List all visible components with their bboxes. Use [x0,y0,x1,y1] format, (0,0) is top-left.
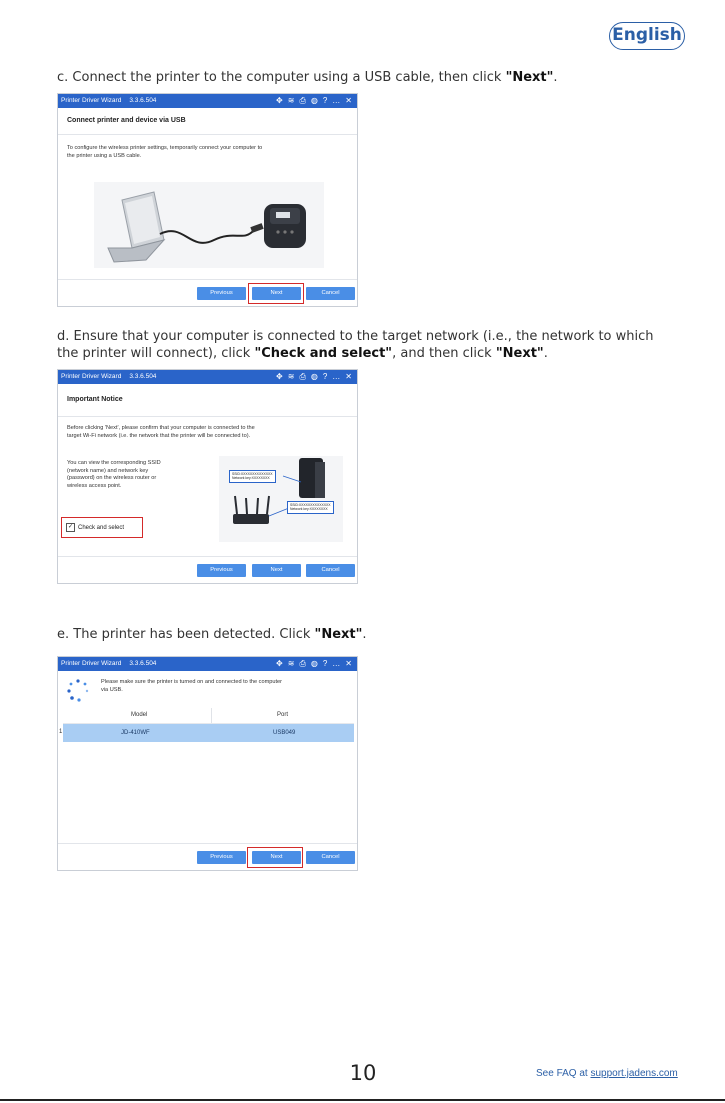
column-header-port: Port [277,712,289,718]
step-e-bold: "Next" [314,627,363,642]
row-port[interactable]: USB049 [273,730,296,736]
move-icon[interactable]: ✥ [276,96,283,105]
previous-button[interactable]: Previous [197,564,246,577]
step-d-instruction-line2 [57,345,548,363]
wizard-footer [58,279,357,306]
next-button[interactable]: Next [252,851,301,864]
step-d-middle: , and then click [392,346,496,361]
minimize-icon[interactable]: … [332,659,341,668]
layers-icon[interactable]: ≋ [287,659,295,668]
cancel-button[interactable]: Cancel [306,851,355,864]
title-bar [58,657,357,671]
minimize-icon[interactable]: … [332,372,341,381]
bottom-rule [0,1099,725,1101]
ssid-label-router-ssid: SSID:XXXXXXXXXXXXXX [290,503,331,507]
printer-icon[interactable]: ⎙ [299,96,306,105]
faq-note [536,1068,678,1079]
next-button[interactable]: Next [252,564,301,577]
step-c-instruction [57,69,558,87]
window-version: 3.3.6.504 [129,373,157,380]
layers-icon[interactable]: ≋ [287,372,295,381]
previous-button[interactable]: Previous [197,287,246,300]
info-line-4: wireless access point. [67,482,122,489]
printer-icon[interactable]: ⎙ [299,659,306,668]
connection-notice [92,679,291,694]
wizard-footer [58,556,357,583]
title-bar [58,370,357,384]
checkbox-highlight-box [61,517,143,538]
close-icon[interactable]: ✕ [345,96,352,105]
usb-connection-illustration [94,182,324,268]
screen-description [58,145,357,160]
checkbox-label: Check and select [78,524,125,531]
layers-icon[interactable]: ≋ [287,96,295,105]
step-c-end: . [553,70,558,85]
globe-icon[interactable]: ◍ [310,659,318,668]
ssid-label-router-key: Network key:XXXXXXXX [290,507,328,512]
window-title: Printer Driver Wizard [61,97,122,104]
table-row[interactable] [63,724,354,742]
window-version: 3.3.6.504 [129,660,157,667]
step-c-bold: "Next" [505,70,554,85]
column-header-model: Model [131,712,148,718]
close-icon[interactable]: ✕ [345,659,352,668]
window-title: Printer Driver Wizard [61,373,122,380]
move-icon[interactable]: ✥ [276,372,283,381]
screen-description [58,425,357,440]
next-highlight-box [248,283,304,304]
router-illustration [219,456,343,542]
notice-line-2: via USB. [101,686,123,693]
row-model[interactable]: JD-410WF [121,730,150,736]
loading-spinner-icon [65,677,91,703]
step-e-instruction [57,626,367,644]
faq-prefix: See FAQ at [536,1068,591,1079]
row-index: 1 [59,729,63,735]
screen-heading: Important Notice [58,384,357,417]
language-badge[interactable]: English [609,22,685,50]
printer-table-header [63,708,354,724]
wizard-window-detected [57,656,358,871]
step-d-text: the printer will connect), click [57,346,255,361]
next-highlight-box [247,847,303,868]
step-d-bold-next: "Next" [495,346,544,361]
window-version: 3.3.6.504 [129,97,157,104]
help-icon[interactable]: ? [322,372,328,381]
help-icon[interactable]: ? [322,659,328,668]
step-d-end: . [543,346,548,361]
info-line-1: You can view the corresponding SSID [67,460,161,466]
title-bar [58,94,357,108]
screen-heading: Connect printer and device via USB [58,108,357,135]
ssid-info-text [58,460,170,490]
checkbox-checked-icon[interactable]: ✓ [67,524,74,530]
window-title: Printer Driver Wizard [61,660,122,667]
step-d-bold-check: "Check and select" [254,346,393,361]
close-icon[interactable]: ✕ [345,372,352,381]
ssid-label-printer-key: Network key:XXXXXXXX [232,476,270,481]
info-line-3: (password) on the wireless router or [67,475,157,481]
desc-line-1: To configure the wireless printer settings, temporarily connect your computer to [67,145,263,151]
next-button[interactable]: Next [252,287,301,300]
minimize-icon[interactable]: … [332,96,341,105]
desc-line-2: target Wi-Fi network (i.e. the network that the printer will be connected to). [67,432,251,439]
globe-icon[interactable]: ◍ [310,96,318,105]
wizard-footer [58,843,357,870]
desc-line-2: the printer using a USB cable. [67,152,142,159]
wizard-window-usb [57,93,358,307]
info-line-2: (network name) and network key [67,467,149,474]
printer-icon[interactable]: ⎙ [299,372,306,381]
cancel-button[interactable]: Cancel [306,564,355,577]
column-divider [211,708,212,723]
move-icon[interactable]: ✥ [276,659,283,668]
step-e-text: e. The printer has been detected. Click [57,627,315,642]
desc-line-1: Before clicking 'Next', please confirm that your computer is connected to the [67,425,255,431]
ssid-label-router [287,501,334,514]
cancel-button[interactable]: Cancel [306,287,355,300]
notice-line-1: Please make sure the printer is turned on and connected to the computer [101,679,282,685]
ssid-label-printer [229,470,276,483]
step-d-instruction-line1: d. Ensure that your computer is connected to the target network (i.e., the network to which [57,329,654,344]
wizard-window-notice [57,369,358,584]
help-icon[interactable]: ? [322,96,328,105]
faq-link[interactable]: support.jadens.com [590,1068,678,1079]
step-c-text: c. Connect the printer to the computer using a USB cable, then click [57,70,506,85]
step-e-end: . [362,627,367,642]
previous-button[interactable]: Previous [197,851,246,864]
page-number: 10 [349,1061,377,1085]
ssid-label-printer-ssid: SSID:XXXXXXXXXXXXXX [232,472,273,476]
globe-icon[interactable]: ◍ [310,372,318,381]
